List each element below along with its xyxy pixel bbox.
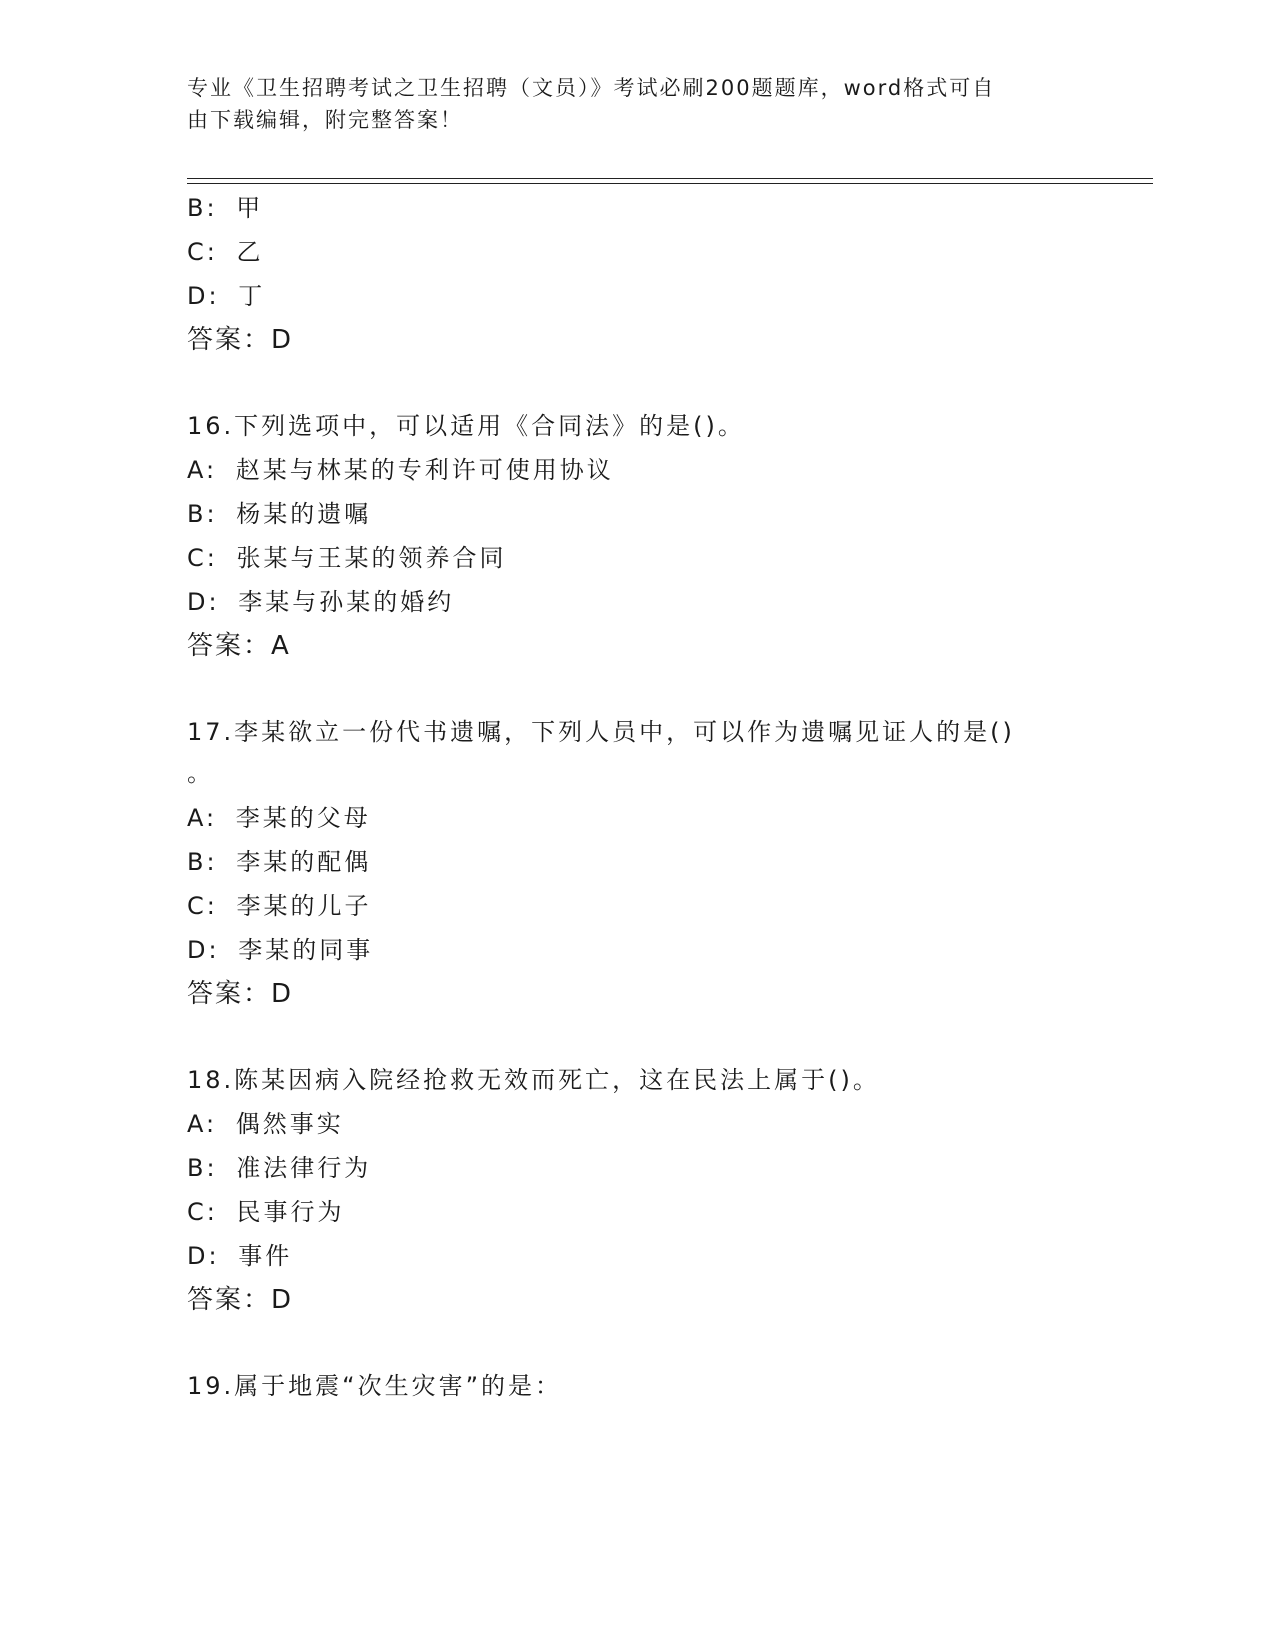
question-19-stem: 19.属于地震“次生灾害”的是：: [187, 1372, 563, 1400]
q16-option-a: A: 赵某与林某的专利许可使用协议: [187, 456, 614, 484]
q17-option-d: D: 李某的同事: [187, 936, 374, 964]
question-17-stem: 17.李某欲立一份代书遗嘱，下列人员中，可以作为遗嘱见证人的是(): [187, 718, 1015, 746]
q16-option-b: B: 杨某的遗嘱: [187, 500, 372, 528]
option-b: B: 甲: [187, 194, 264, 222]
q16-option-c: C: 张某与王某的领养合同: [187, 544, 507, 572]
q18-answer: 答案：D: [187, 1285, 294, 1315]
q18-option-d: D: 事件: [187, 1242, 293, 1270]
document-header: [187, 72, 1067, 136]
q17-option-a: A: 李某的父母: [187, 804, 371, 832]
q18-option-b: B: 准法律行为: [187, 1154, 372, 1182]
answer-line: 答案：D: [187, 325, 294, 355]
q17-option-c: C: 李某的儿子: [187, 892, 372, 920]
option-c: C: 乙: [187, 238, 264, 266]
question-16-stem: 16.下列选项中，可以适用《合同法》的是()。: [187, 412, 745, 440]
option-d: D: 丁: [187, 282, 266, 310]
header-line-1: 专业《卫生招聘考试之卫生招聘（文员）》考试必刷200题题库，word格式可自: [187, 76, 996, 100]
header-divider-bottom: [187, 183, 1153, 184]
header-line-2: 由下载编辑，附完整答案！: [187, 108, 463, 132]
q16-answer: 答案：A: [187, 631, 291, 661]
q18-option-a: A: 偶然事实: [187, 1110, 344, 1138]
question-18-stem: 18.陈某因病入院经抢救无效而死亡，这在民法上属于()。: [187, 1066, 880, 1094]
question-17-stem-continued: 。: [187, 759, 214, 787]
q18-option-c: C: 民事行为: [187, 1198, 345, 1226]
header-divider-top: [187, 178, 1153, 179]
q16-option-d: D: 李某与孙某的婚约: [187, 588, 455, 616]
q17-option-b: B: 李某的配偶: [187, 848, 372, 876]
q17-answer: 答案：D: [187, 979, 294, 1009]
